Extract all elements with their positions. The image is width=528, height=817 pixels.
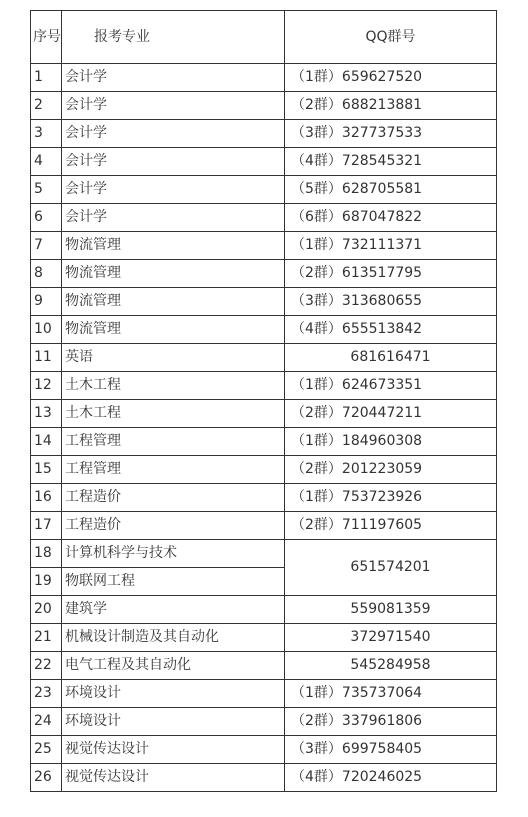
row-major: 会计学 xyxy=(62,148,285,176)
table-row xyxy=(31,92,497,120)
table-row xyxy=(31,540,497,568)
table-row xyxy=(31,64,497,92)
row-qq: （1群）624673351 xyxy=(285,372,497,400)
row-seq: 10 xyxy=(31,316,62,344)
row-major: 物流管理 xyxy=(62,232,285,260)
table-row xyxy=(31,260,497,288)
table-row xyxy=(31,484,497,512)
row-major: 会计学 xyxy=(62,120,285,148)
row-qq: （1群）732111371 xyxy=(285,232,497,260)
table-row xyxy=(31,764,497,792)
row-qq: 559081359 xyxy=(285,596,497,624)
row-seq: 13 xyxy=(31,400,62,428)
row-qq: （2群）688213881 xyxy=(285,92,497,120)
row-major: 会计学 xyxy=(62,176,285,204)
header-major: 报考专业 xyxy=(62,11,285,64)
row-major: 物流管理 xyxy=(62,316,285,344)
row-seq: 15 xyxy=(31,456,62,484)
row-major: 会计学 xyxy=(62,64,285,92)
row-seq: 12 xyxy=(31,372,62,400)
row-seq: 2 xyxy=(31,92,62,120)
table-row xyxy=(31,400,497,428)
row-major: 建筑学 xyxy=(62,596,285,624)
table-row xyxy=(31,708,497,736)
row-qq: （2群）613517795 xyxy=(285,260,497,288)
row-seq: 23 xyxy=(31,680,62,708)
row-qq: 372971540 xyxy=(285,624,497,652)
row-seq: 9 xyxy=(31,288,62,316)
row-major: 环境设计 xyxy=(62,680,285,708)
table-row xyxy=(31,344,497,372)
table-row xyxy=(31,120,497,148)
row-qq: （3群）327737533 xyxy=(285,120,497,148)
row-major: 工程造价 xyxy=(62,512,285,540)
row-seq: 19 xyxy=(31,568,62,596)
row-major: 视觉传达设计 xyxy=(62,736,285,764)
row-qq: 681616471 xyxy=(285,344,497,372)
row-qq: （1群）659627520 xyxy=(285,64,497,92)
table-row xyxy=(31,428,497,456)
row-qq: （2群）201223059 xyxy=(285,456,497,484)
row-seq: 18 xyxy=(31,540,62,568)
row-seq: 1 xyxy=(31,64,62,92)
row-seq: 20 xyxy=(31,596,62,624)
row-major: 物联网工程 xyxy=(62,568,285,596)
table-row xyxy=(31,148,497,176)
row-seq: 22 xyxy=(31,652,62,680)
row-major: 土木工程 xyxy=(62,372,285,400)
row-seq: 24 xyxy=(31,708,62,736)
row-qq: （2群）711197605 xyxy=(285,512,497,540)
table-row xyxy=(31,372,497,400)
row-major: 会计学 xyxy=(62,92,285,120)
row-major: 物流管理 xyxy=(62,260,285,288)
row-seq: 21 xyxy=(31,624,62,652)
row-seq: 6 xyxy=(31,204,62,232)
row-major: 电气工程及其自动化 xyxy=(62,652,285,680)
table-row xyxy=(31,624,497,652)
table-row xyxy=(31,596,497,624)
row-major: 视觉传达设计 xyxy=(62,764,285,792)
table-header-row xyxy=(31,11,497,64)
table-row xyxy=(31,232,497,260)
table-row xyxy=(31,512,497,540)
row-seq: 4 xyxy=(31,148,62,176)
row-qq: 651574201 xyxy=(285,540,497,596)
row-seq: 5 xyxy=(31,176,62,204)
row-seq: 8 xyxy=(31,260,62,288)
row-major: 英语 xyxy=(62,344,285,372)
table-row xyxy=(31,204,497,232)
row-qq: （2群）720447211 xyxy=(285,400,497,428)
row-major: 工程造价 xyxy=(62,484,285,512)
row-seq: 3 xyxy=(31,120,62,148)
row-major: 土木工程 xyxy=(62,400,285,428)
qq-group-table xyxy=(30,10,497,792)
row-seq: 17 xyxy=(31,512,62,540)
row-seq: 7 xyxy=(31,232,62,260)
row-seq: 25 xyxy=(31,736,62,764)
table-row xyxy=(31,736,497,764)
table-row xyxy=(31,176,497,204)
row-qq: （3群）313680655 xyxy=(285,288,497,316)
row-major: 会计学 xyxy=(62,204,285,232)
table-row xyxy=(31,456,497,484)
row-qq: （1群）184960308 xyxy=(285,428,497,456)
header-seq: 序号 xyxy=(31,11,62,64)
row-seq: 14 xyxy=(31,428,62,456)
row-major: 物流管理 xyxy=(62,288,285,316)
row-qq: （5群）628705581 xyxy=(285,176,497,204)
row-major: 工程管理 xyxy=(62,428,285,456)
header-qq: QQ群号 xyxy=(285,11,497,64)
row-qq: （4群）728545321 xyxy=(285,148,497,176)
row-seq: 26 xyxy=(31,764,62,792)
table-row xyxy=(31,316,497,344)
row-major: 机械设计制造及其自动化 xyxy=(62,624,285,652)
row-qq: （3群）699758405 xyxy=(285,736,497,764)
row-qq: （1群）753723926 xyxy=(285,484,497,512)
row-qq: （4群）720246025 xyxy=(285,764,497,792)
row-seq: 16 xyxy=(31,484,62,512)
table-row xyxy=(31,288,497,316)
row-qq: 545284958 xyxy=(285,652,497,680)
table-row xyxy=(31,652,497,680)
row-major: 环境设计 xyxy=(62,708,285,736)
row-qq: （6群）687047822 xyxy=(285,204,497,232)
table-row xyxy=(31,680,497,708)
row-qq: （4群）655513842 xyxy=(285,316,497,344)
row-major: 计算机科学与技术 xyxy=(62,540,285,568)
row-seq: 11 xyxy=(31,344,62,372)
row-qq: （1群）735737064 xyxy=(285,680,497,708)
row-major: 工程管理 xyxy=(62,456,285,484)
row-qq: （2群）337961806 xyxy=(285,708,497,736)
